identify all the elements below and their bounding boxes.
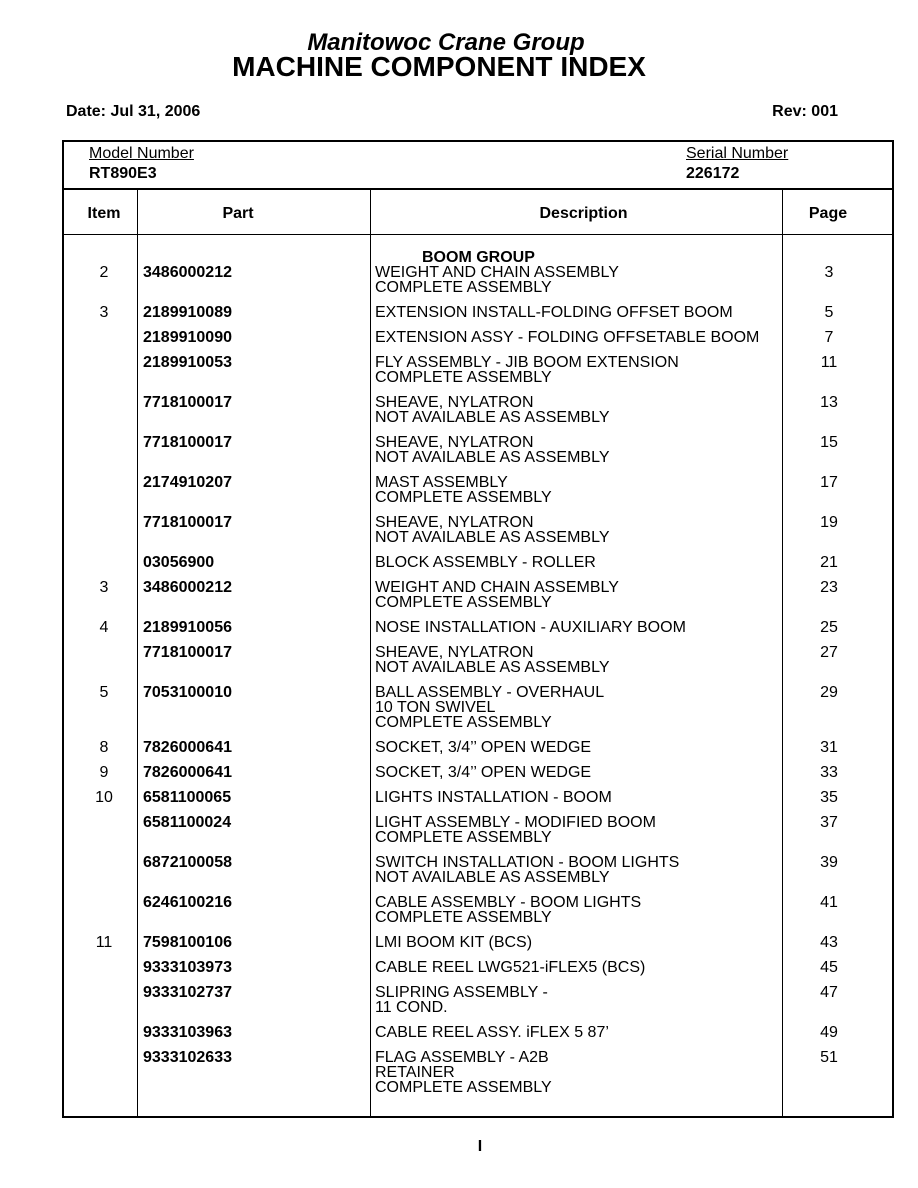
description-line: COMPLETE ASSEMBLY	[375, 714, 552, 731]
table-row	[64, 395, 892, 425]
table-body	[64, 250, 892, 1105]
description-line: EXTENSION INSTALL-FOLDING OFFSET BOOM	[375, 304, 733, 321]
document-revision: Rev: 001	[772, 103, 838, 120]
description-line: SHEAVE, NYLATRON	[375, 434, 534, 451]
part-number: 9333103973	[143, 959, 232, 976]
group-heading: BOOM GROUP	[422, 249, 535, 266]
part-number: 7826000641	[143, 764, 232, 781]
description-line: WEIGHT AND CHAIN ASSEMBLY	[375, 264, 619, 281]
description-line: SOCKET, 3/4’’ OPEN WEDGE	[375, 764, 592, 781]
table-row	[64, 475, 892, 505]
description-line: LIGHT ASSEMBLY - MODIFIED BOOM	[375, 814, 656, 831]
page-reference: 37	[820, 814, 838, 831]
description-line: LMI BOOM KIT (BCS)	[375, 934, 533, 951]
description-line: NOT AVAILABLE AS ASSEMBLY	[375, 659, 610, 676]
table-row	[64, 685, 892, 730]
description-line: MAST ASSEMBLY	[375, 474, 508, 491]
serial-number-label: Serial Number	[686, 145, 789, 162]
description-line: COMPLETE ASSEMBLY	[375, 369, 552, 386]
description-line: BALL ASSEMBLY - OVERHAUL	[375, 684, 605, 701]
part-number: 2189910089	[143, 304, 232, 321]
table-row	[64, 515, 892, 545]
part-number: 2189910056	[143, 619, 232, 636]
part-number: 7718100017	[143, 514, 232, 531]
part-number: 9333102633	[143, 1049, 232, 1066]
table-row	[64, 620, 892, 635]
item-number: 4	[99, 619, 109, 636]
page-reference: 3	[824, 264, 834, 281]
table-row	[64, 355, 892, 385]
part-number: 6872100058	[143, 854, 232, 871]
description-line: LIGHTS INSTALLATION - BOOM	[375, 789, 612, 806]
description-line: COMPLETE ASSEMBLY	[375, 489, 552, 506]
table-row	[64, 580, 892, 610]
description-line: NOSE INSTALLATION - AUXILIARY BOOM	[375, 619, 686, 636]
table-row	[64, 740, 892, 755]
page-reference: 25	[820, 619, 838, 636]
table-row	[64, 330, 892, 345]
page-reference: 51	[820, 1049, 838, 1066]
page-reference: 39	[820, 854, 838, 871]
page-reference: 19	[820, 514, 838, 531]
item-number: 9	[99, 764, 109, 781]
description-line: SWITCH INSTALLATION - BOOM LIGHTS	[375, 854, 680, 871]
model-number-label: Model Number	[89, 145, 194, 162]
item-number: 3	[99, 579, 109, 596]
page-reference: 35	[820, 789, 838, 806]
description-line: BLOCK ASSEMBLY - ROLLER	[375, 554, 596, 571]
description-line: SHEAVE, NYLATRON	[375, 644, 534, 661]
description-line: NOT AVAILABLE AS ASSEMBLY	[375, 409, 610, 426]
column-header-divider	[64, 234, 892, 235]
description-line: WEIGHT AND CHAIN ASSEMBLY	[375, 579, 619, 596]
column-header-item: Item	[87, 205, 121, 222]
part-number: 9333102737	[143, 984, 232, 1001]
page-reference: 47	[820, 984, 838, 1001]
page-reference: 29	[820, 684, 838, 701]
part-number: 03056900	[143, 554, 215, 571]
model-number-value: RT890E3	[89, 165, 157, 182]
description-line: CABLE REEL ASSY. iFLEX 5 87’	[375, 1024, 609, 1041]
page-reference: 23	[820, 579, 838, 596]
serial-number-value: 226172	[686, 165, 740, 182]
description-line: NOT AVAILABLE AS ASSEMBLY	[375, 529, 610, 546]
page-reference: 43	[820, 934, 838, 951]
page-reference: 49	[820, 1024, 838, 1041]
description-line: COMPLETE ASSEMBLY	[375, 909, 552, 926]
page-reference: 45	[820, 959, 838, 976]
table-row	[64, 935, 892, 950]
description-line: COMPLETE ASSEMBLY	[375, 1079, 552, 1096]
document-title: MACHINE COMPONENT INDEX	[232, 51, 646, 82]
description-line: CABLE ASSEMBLY - BOOM LIGHTS	[375, 894, 642, 911]
part-number: 2189910053	[143, 354, 232, 371]
table-row	[64, 985, 892, 1015]
table-row	[64, 305, 892, 320]
table-row	[64, 1025, 892, 1040]
description-line: COMPLETE ASSEMBLY	[375, 279, 552, 296]
description-line: RETAINER	[375, 1064, 455, 1081]
page-reference: 41	[820, 894, 838, 911]
page-reference: 15	[820, 434, 838, 451]
description-line: SHEAVE, NYLATRON	[375, 394, 534, 411]
item-number: 11	[95, 934, 113, 951]
part-number: 7718100017	[143, 434, 232, 451]
description-line: FLAG ASSEMBLY - A2B	[375, 1049, 549, 1066]
page-reference: 5	[824, 304, 834, 321]
table-row	[64, 1050, 892, 1095]
table-row	[64, 765, 892, 780]
part-number: 6581100065	[143, 789, 232, 806]
part-number: 7718100017	[143, 644, 232, 661]
description-line: EXTENSION ASSY - FOLDING OFFSETABLE BOOM	[375, 329, 760, 346]
document-date: Date: Jul 31, 2006	[66, 103, 201, 120]
table-row	[64, 960, 892, 975]
part-number: 3486000212	[143, 264, 232, 281]
part-number: 3486000212	[143, 579, 232, 596]
table-row	[64, 815, 892, 845]
table-row	[64, 435, 892, 465]
part-number: 2189910090	[143, 329, 232, 346]
page-reference: 11	[820, 354, 838, 371]
column-header-description: Description	[539, 205, 628, 222]
component-index-table	[62, 140, 894, 1118]
header-divider	[64, 188, 892, 190]
table-row	[64, 250, 892, 295]
table-row	[64, 645, 892, 675]
part-number: 2174910207	[143, 474, 232, 491]
page-reference: 21	[820, 554, 838, 571]
page-number: I	[477, 1138, 483, 1155]
description-line: CABLE REEL LWG521-iFLEX5 (BCS)	[375, 959, 646, 976]
column-header-part: Part	[222, 205, 254, 222]
part-number: 7598100106	[143, 934, 232, 951]
description-line: SLIPRING ASSEMBLY -	[375, 984, 548, 1001]
description-line: 10 TON SWIVEL	[375, 699, 496, 716]
item-number: 2	[99, 264, 109, 281]
column-header-page: Page	[808, 205, 848, 222]
part-number: 6581100024	[143, 814, 232, 831]
page-reference: 31	[820, 739, 838, 756]
table-row	[64, 855, 892, 885]
part-number: 6246100216	[143, 894, 232, 911]
description-line: COMPLETE ASSEMBLY	[375, 594, 552, 611]
page-reference: 7	[824, 329, 834, 346]
page-reference: 13	[820, 394, 838, 411]
item-number: 10	[95, 789, 113, 806]
description-line: NOT AVAILABLE AS ASSEMBLY	[375, 869, 610, 886]
table-row	[64, 555, 892, 570]
table-row	[64, 895, 892, 925]
page-reference: 17	[820, 474, 838, 491]
part-number: 7053100010	[143, 684, 232, 701]
item-number: 3	[99, 304, 109, 321]
description-line: SOCKET, 3/4’’ OPEN WEDGE	[375, 739, 592, 756]
company-name: Manitowoc Crane Group	[307, 29, 585, 56]
description-line: FLY ASSEMBLY - JIB BOOM EXTENSION	[375, 354, 679, 371]
table-row	[64, 790, 892, 805]
page-reference: 33	[820, 764, 838, 781]
page-reference: 27	[820, 644, 838, 661]
item-number: 5	[99, 684, 109, 701]
part-number: 9333103963	[143, 1024, 232, 1041]
part-number: 7826000641	[143, 739, 232, 756]
description-line: NOT AVAILABLE AS ASSEMBLY	[375, 449, 610, 466]
item-number: 8	[99, 739, 109, 756]
description-line: SHEAVE, NYLATRON	[375, 514, 534, 531]
description-line: 11 COND.	[375, 999, 448, 1016]
part-number: 7718100017	[143, 394, 232, 411]
description-line: COMPLETE ASSEMBLY	[375, 829, 552, 846]
